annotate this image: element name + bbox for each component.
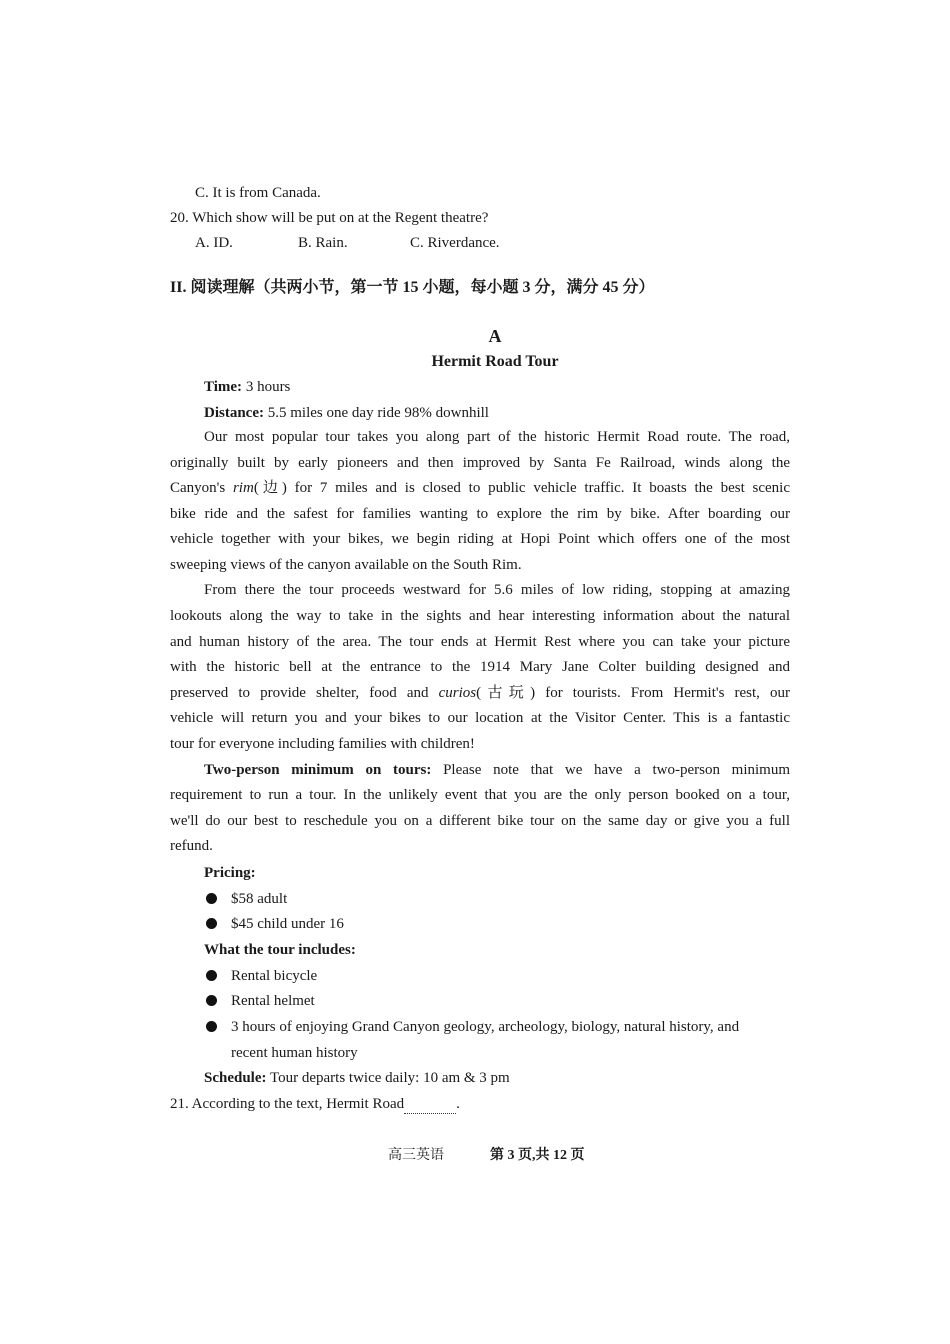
- para3-line: [204, 758, 790, 784]
- para2-line: and human history of the area. The tour ends at Hermit Rest where you can take your picture: [170, 634, 790, 650]
- schedule-value: Tour departs twice daily: 10 am & 3 pm: [266, 1070, 510, 1086]
- q21-text: 21. According to the text, Hermit Road: [170, 1096, 405, 1112]
- includes-item: [206, 1017, 739, 1037]
- para1-line: Our most popular tour takes you along part of the historic Hermit Road route. The road,: [204, 429, 790, 445]
- includes-item: [206, 991, 315, 1011]
- pricing-item: [206, 889, 287, 909]
- footer-subject: 高三英语: [388, 1148, 444, 1163]
- includes-item-text: Rental helmet: [231, 993, 315, 1009]
- para3-text: Please note that we have a two-person minimum: [431, 762, 790, 778]
- schedule-label: Schedule:: [204, 1070, 267, 1086]
- includes-item-continued: recent human history: [231, 1045, 358, 1061]
- time-value: 3 hours: [242, 379, 291, 395]
- para1-line: sweeping views of the canyon available on the South Rim.: [170, 557, 522, 573]
- q19-option-c: C. It is from Canada.: [195, 185, 321, 201]
- includes-item-text: 3 hours of enjoying Grand Canyon geology, archeology, biology, natural history, and: [231, 1019, 740, 1035]
- pricing-item: [206, 914, 344, 934]
- passage-letter: A: [488, 326, 502, 346]
- q20-stem: 20. Which show will be put on at the Regent theatre?: [170, 210, 489, 226]
- bullet-icon: [206, 1021, 217, 1032]
- para3-line: refund.: [170, 838, 213, 854]
- para1-line: originally built by early pioneers and then improved by Santa Fe Railroad, winds along the: [170, 455, 790, 471]
- bullet-icon: [206, 970, 217, 981]
- q20-option-c: C. Riverdance.: [410, 235, 500, 251]
- para1-text: Canyon's: [170, 480, 233, 496]
- para1-line: [170, 476, 790, 502]
- para3-line: requirement to run a tour. In the unlikely event that you are the only person booked on a tour,: [170, 787, 790, 803]
- includes-item: [206, 966, 317, 986]
- q20-option-a: A. ID.: [195, 235, 233, 251]
- para2-line: [170, 681, 790, 707]
- pricing-item-text: $58 adult: [231, 891, 288, 907]
- schedule-line: [204, 1068, 510, 1088]
- q21-end: .: [456, 1096, 460, 1112]
- para2-line: From there the tour proceeds westward for 5.6 miles of low riding, stopping at amazing: [204, 582, 790, 598]
- includes-item-text: Rental bicycle: [231, 968, 318, 984]
- time-line: [204, 377, 290, 397]
- page-footer: [388, 1147, 585, 1165]
- para2-line: vehicle will return you and your bikes to our location at the Visitor Center. This is a fantastic: [170, 710, 790, 726]
- para2-text: preserved to provide shelter, food and: [170, 685, 439, 701]
- bullet-icon: [206, 918, 217, 929]
- passage-title: Hermit Road Tour: [431, 353, 559, 370]
- para1-line: vehicle together with your bikes, we begin riding at Hopi Point which offers one of the most: [170, 531, 790, 547]
- q21-stem: [170, 1094, 460, 1114]
- distance-label: Distance:: [204, 405, 264, 421]
- pricing-label: Pricing:: [204, 865, 256, 881]
- minimum-label: Two-person minimum on tours:: [204, 762, 432, 778]
- includes-label: What the tour includes:: [204, 942, 356, 958]
- q20-options: [195, 233, 500, 253]
- answer-blank: [404, 1099, 456, 1114]
- bullet-icon: [206, 995, 217, 1006]
- distance-line: [204, 403, 489, 423]
- footer-page-number: 第 3 页,共 12 页: [490, 1148, 585, 1163]
- distance-value: 5.5 miles one day ride 98% downhill: [264, 405, 489, 421]
- para2-text: (古玩) for tourists. From Hermit's rest, our: [476, 685, 790, 701]
- para2-line: lookouts along the way to take in the sights and hear interesting information about the natural: [170, 608, 790, 624]
- q20-option-b: B. Rain.: [298, 235, 348, 251]
- section-heading: II. 阅读理解（共两小节，第一节 15 小题，每小题 3 分，满分 45 分）: [170, 279, 655, 296]
- pricing-item-text: $45 child under 16: [231, 916, 344, 932]
- bullet-icon: [206, 893, 217, 904]
- para2-line: with the historic bell at the entrance to the 1914 Mary Jane Colter building designed and: [170, 659, 790, 675]
- para2-line: tour for everyone including families with children!: [170, 736, 475, 752]
- para3-line: we'll do our best to reschedule you on a different bike tour on the same day or give you a full: [170, 813, 790, 829]
- para1-text: (边) for 7 miles and is closed to public vehicle traffic. It boasts the best scenic: [253, 480, 790, 496]
- para1-line: bike ride and the safest for families wanting to explore the rim by bike. After boarding our: [170, 506, 790, 522]
- term-curios: curios: [438, 685, 477, 701]
- term-rim: rim: [232, 480, 254, 496]
- time-label: Time:: [204, 379, 243, 395]
